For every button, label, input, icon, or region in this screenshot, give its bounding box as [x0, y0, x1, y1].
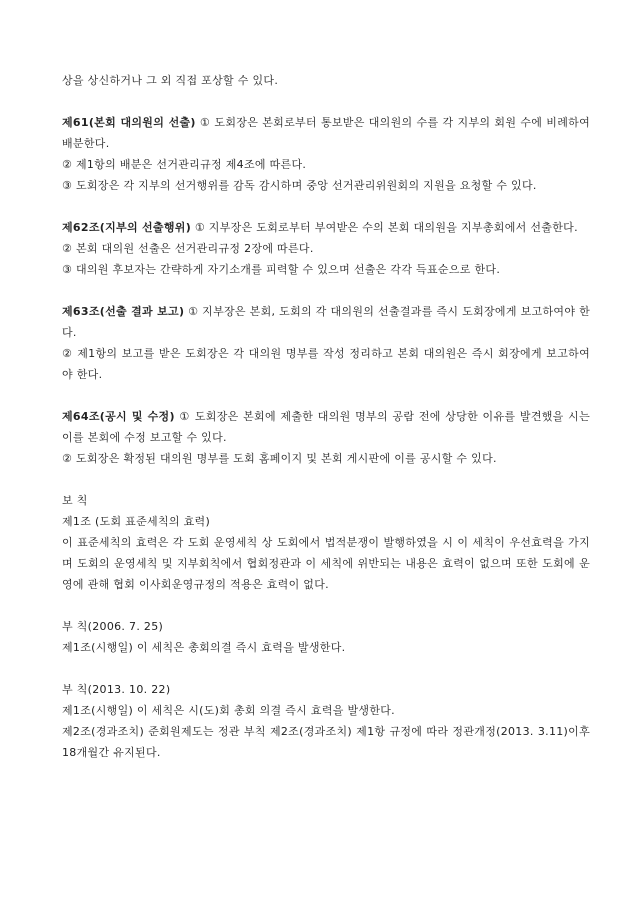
supplement-heading: 부 칙(2013. 10. 22) [62, 683, 171, 696]
article-item: ③ 도회장은 각 지부의 선거행위를 감독 감시하며 중앙 선거관리위원회의 지원을 요청할 수 있다. [62, 179, 537, 192]
spacer [62, 91, 590, 112]
supplement-line: 제1조(시행일) 이 세칙은 총회의결 즉시 효력을 발생한다. [62, 641, 346, 654]
spacer [62, 658, 590, 679]
supplement-line: 제1조(시행일) 이 세칙은 시(도)회 총회 의결 즉시 효력을 발생한다. [62, 704, 395, 717]
supplement-line: 이 표준세칙의 효력은 각 도회 운영세칙 상 도회에서 법적분쟁이 발행하였을 시 이 세칙이 우선효력을 가지며 도회의 운영세칙 및 지부회칙에서 협회정관과 이 세칙에 위반되는 내용은 효력이 없으며 또한 도회에 운영에 관해 협회 이사회운영규정의 적용은 효력이 없다. [62, 536, 590, 591]
article-clause: ① 지부장은 본회, 도회의 각 대의원의 선출결과를 즉시 도회장에게 보고하여야 한다. [62, 305, 590, 339]
article-item: ② 제1항의 배분은 선거관리규정 제4조에 따른다. [62, 158, 307, 171]
continuation-text: 상을 상신하거나 그 외 직접 포상할 수 있다. [62, 74, 279, 87]
article-title: 제63조(선출 결과 보고) [62, 305, 185, 318]
article-clause: ① 도회장은 본회로부터 통보받은 대의원의 수를 각 지부의 회원 수에 비례하여 배분한다. [62, 116, 590, 150]
article-paragraph [62, 112, 590, 154]
article-title: 제61(본회 대의원의 선출) [62, 116, 196, 129]
article-63 [62, 301, 590, 385]
article-61 [62, 112, 590, 196]
supplement-general [62, 490, 590, 595]
supplement-heading: 보 칙 [62, 494, 88, 507]
article-title: 제62조(지부의 선출행위) [62, 221, 192, 234]
spacer [62, 469, 590, 490]
article-clause: ① 지부장은 도회로부터 부여받은 수의 본회 대의원을 지부총회에서 선출한다. [191, 221, 578, 234]
article-paragraph [62, 406, 590, 448]
spacer [62, 196, 590, 217]
document-page [62, 70, 590, 763]
article-item: ② 도회장은 확정된 대의원 명부를 도회 홈페이지 및 본회 게시판에 이를 공시할 수 있다. [62, 452, 497, 465]
article-item: ② 제1항의 보고를 받은 도회장은 각 대의원 명부를 작성 정리하고 본회 대의원은 즉시 회장에게 보고하여야 한다. [62, 347, 590, 381]
article-title: 제64조(공시 및 수정) [62, 410, 175, 423]
article-item: ② 본회 대의원 선출은 선거관리규정 2장에 따른다. [62, 242, 314, 255]
article-62 [62, 217, 590, 280]
spacer [62, 385, 590, 406]
supplement-2006 [62, 616, 590, 658]
spacer [62, 595, 590, 616]
article-paragraph [62, 301, 590, 343]
article-clause: ① 도회장은 본회에 제출한 대의원 명부의 공람 전에 상당한 이유를 발견했을 시는 이를 본회에 수정 보고할 수 있다. [62, 410, 590, 444]
spacer [62, 280, 590, 301]
supplement-line: 제1조 (도회 표준세칙의 효력) [62, 515, 211, 528]
supplement-line: 제2조(경과조치) 준회원제도는 정관 부칙 제2조(경과조치) 제1항 규정에 따라 정관개정(2013. 3.11)이후 18개월간 유지된다. [62, 725, 590, 759]
article-64 [62, 406, 590, 469]
supplement-heading: 부 칙(2006. 7. 25) [62, 620, 164, 633]
article-paragraph [62, 217, 590, 238]
supplement-2013 [62, 679, 590, 763]
article-item: ③ 대의원 후보자는 간략하게 자기소개를 피력할 수 있으며 선출은 각각 득표순으로 한다. [62, 263, 501, 276]
